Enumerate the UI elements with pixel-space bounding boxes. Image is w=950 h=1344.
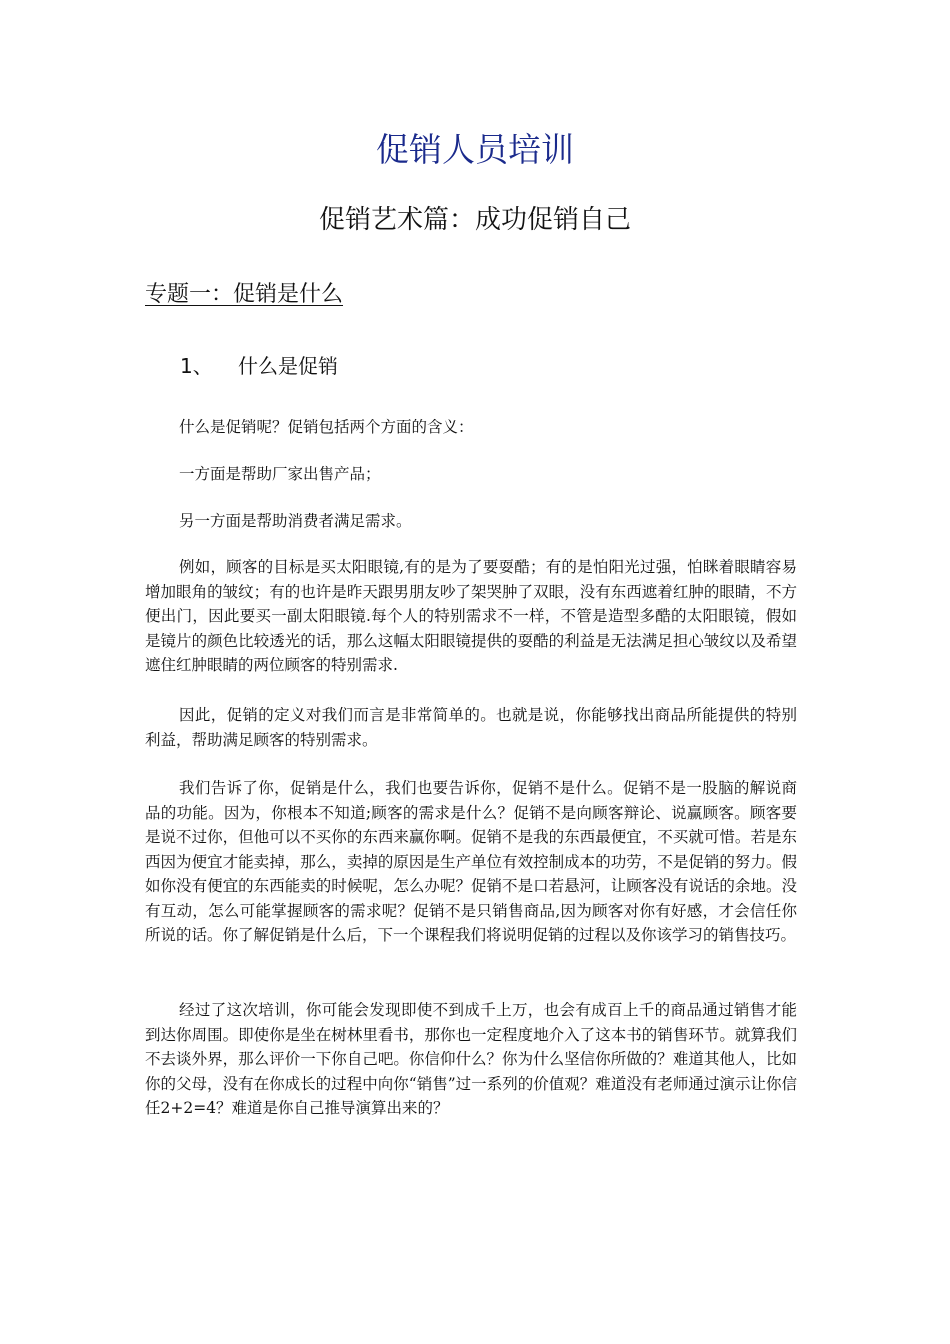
section-number: 1、	[180, 354, 213, 378]
topic-heading: 专题一：促销是什么	[145, 282, 344, 307]
section-heading	[180, 350, 338, 382]
document-title: 促销人员培训	[376, 130, 574, 169]
paragraph: 例如，顾客的目标是买太阳眼镜,有的是为了要耍酷；有的是怕阳光过强，怕眯着眼睛容易增加眼角的皱纹；有的也许是昨天跟男朋友吵了架哭肿了双眼，没有东西遮着红肿的眼睛，不方便出门，因此要买一副太阳眼镜.每个人的特别需求不一样，不管是造型多酷的太阳眼镜，假如是镜片的颜色比较透光的话，那么这幅太阳眼镜提供的耍酷的利益是无法满足担心皱纹以及希望遮住红肿眼睛的两位顾客的特别需求.	[145, 558, 797, 674]
paragraph: 什么是促销呢？促销包括两个方面的含义：	[179, 418, 474, 436]
document-subtitle: 促销艺术篇：成功促销自己	[318, 205, 631, 235]
section-title: 什么是促销	[238, 354, 338, 378]
paragraph: 因此，促销的定义对我们而言是非常简单的。也就是说，你能够找出商品所能提供的特别利益，帮助满足顾客的特别需求。	[145, 706, 797, 749]
paragraph: 一方面是帮助厂家出售产品；	[179, 465, 381, 483]
paragraph: 经过了这次培训，你可能会发现即使不到成千上万，也会有成百上千的商品通过销售才能到达你周围。即使你是坐在树林里看书，那你也一定程度地介入了这本书的销售环节。就算我们不去谈外界，那么评价一下你自己吧。你信仰什么？你为什么坚信你所做的？难道其他人，比如你的父母，没有在你成长的过程中向你“销售”过一系列的价值观？难道没有老师通过演示让你信任2+2=4？难道是你自己推导演算出来的？	[145, 1001, 797, 1117]
paragraph: 另一方面是帮助消费者满足需求。	[179, 512, 412, 530]
paragraph: 我们告诉了你，促销是什么，我们也要告诉你，促销不是什么。促销不是一股脑的解说商品的功能。因为，你根本不知道;顾客的需求是什么？促销不是向顾客辩论、说赢顾客。顾客要是说不过你，但他可以不买你的东西来赢你啊。促销不是我的东西最便宜，不买就可惜。若是东西因为便宜才能卖掉，那么，卖掉的原因是生产单位有效控制成本的功劳，不是促销的努力。假如你没有便宜的东西能卖的时候呢，怎么办呢？促销不是口若悬河，让顾客没有说话的余地。没有互动，怎么可能掌握顾客的需求呢？促销不是只销售商品,因为顾客对你有好感，才会信任你所说的话。你了解促销是什么后，下一个课程我们将说明促销的过程以及你该学习的销售技巧。	[145, 779, 797, 944]
